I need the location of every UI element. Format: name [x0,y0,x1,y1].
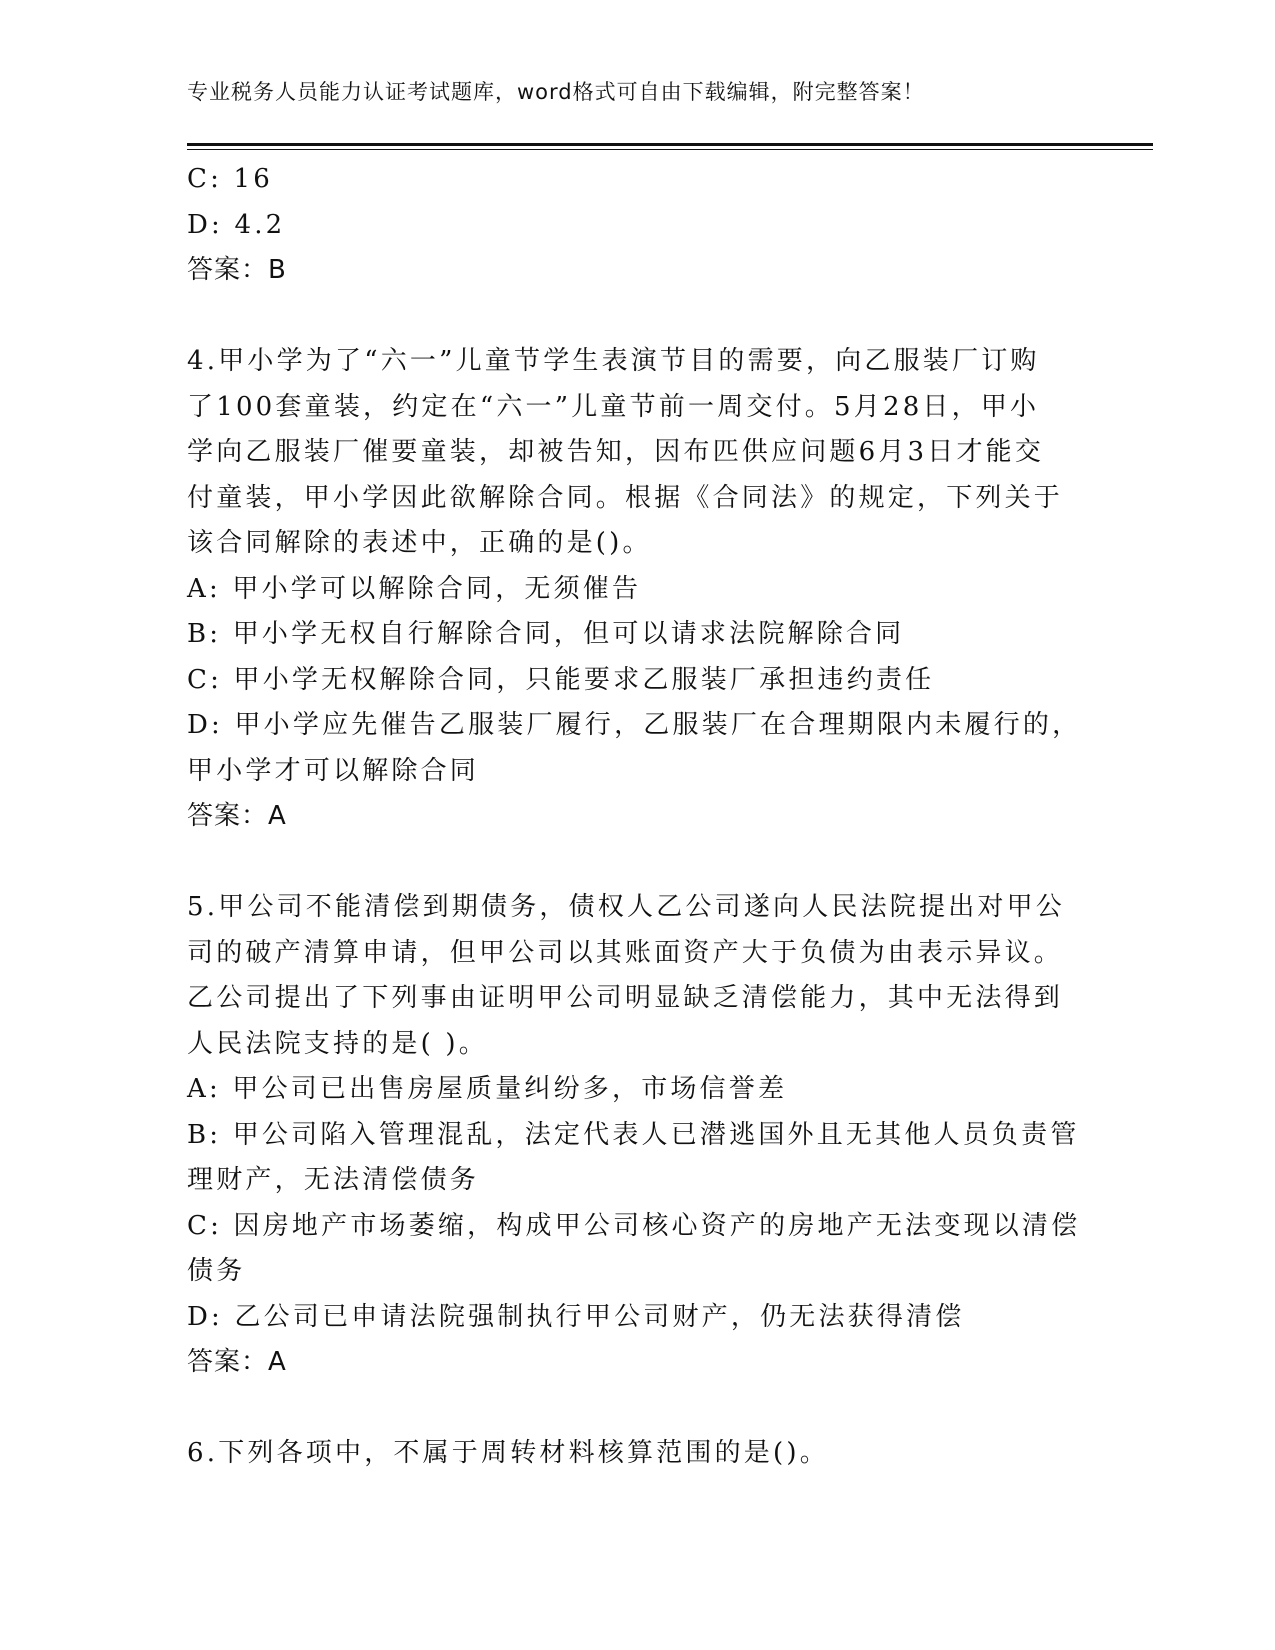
q4-stem-line: 学向乙服装厂催要童装，却被告知，因布匹供应问题6月3日才能交 [187,437,1045,467]
q3-option-d: D: 4.2 [187,209,286,240]
q4-option-c: C: 甲小学无权解除合同，只能要求乙服装厂承担违约责任 [187,664,935,695]
page-header: 专业税务人员能力认证考试题库，word格式可自由下载编辑，附完整答案！ [187,80,925,104]
q5-stem-line: 5.甲公司不能清偿到期债务，债权人乙公司遂向人民法院提出对甲公 [187,892,1066,922]
q5-option-a: A: 甲公司已出售房屋质量纠纷多，市场信誉差 [187,1074,788,1104]
q4-option-d: D: 甲小学应先催告乙服装厂履行，乙服装厂在合理期限内未履行的， [187,710,1082,740]
q5-option-b: B: 甲公司陷入管理混乱，法定代表人已潜逃国外且无其他人员负责管 [187,1119,1080,1150]
q5-stem-line: 乙公司提出了下列事由证明甲公司明显缺乏清偿能力，其中无法得到 [187,983,1064,1013]
spacer [187,840,1087,886]
q5-option-c-cont: 债务 [187,1256,246,1286]
header-rule-thick [187,143,1153,146]
q5-option-d: D: 乙公司已申请法院强制执行甲公司财产，仍无法获得清偿 [187,1301,965,1332]
q4-stem-line: 该合同解除的表述中，正确的是()。 [187,528,652,558]
q4-option-b: B: 甲小学无权自行解除合同，但可以请求法院解除合同 [187,619,905,649]
q5-answer: 答案：A [187,1347,287,1377]
q4-stem-line: 了100套童装，约定在“六一”儿童节前一周交付。5月28日，甲小 [187,391,1040,422]
q4-stem-line: 4.甲小学为了“六一”儿童节学生表演节目的需要，向乙服装厂订购 [187,346,1040,376]
spacer [187,1386,1087,1432]
q3-option-c: C: 16 [187,164,274,194]
q4-option-d-cont: 甲小学才可以解除合同 [187,755,480,786]
q3-answer: 答案：B [187,255,287,285]
spacer [187,294,1087,340]
q5-option-b-cont: 理财产，无法清偿债务 [187,1165,480,1195]
q5-stem-line: 人民法院支持的是( )。 [187,1028,488,1059]
header-rule-thin [187,149,1153,150]
q5-stem-line: 司的破产清算申请，但甲公司以其账面资产大于负债为由表示异议。 [187,937,1064,968]
q6-stem: 6.下列各项中，不属于周转材料核算范围的是()。 [187,1438,829,1468]
q4-option-a: A: 甲小学可以解除合同，无须催告 [187,573,642,604]
q4-answer: 答案：A [187,801,287,831]
question-content [187,157,1087,1477]
q5-option-c: C: 因房地产市场萎缩，构成甲公司核心资产的房地产无法变现以清偿 [187,1210,1081,1241]
q4-stem-line: 付童装，甲小学因此欲解除合同。根据《合同法》的规定，下列关于 [187,482,1064,513]
